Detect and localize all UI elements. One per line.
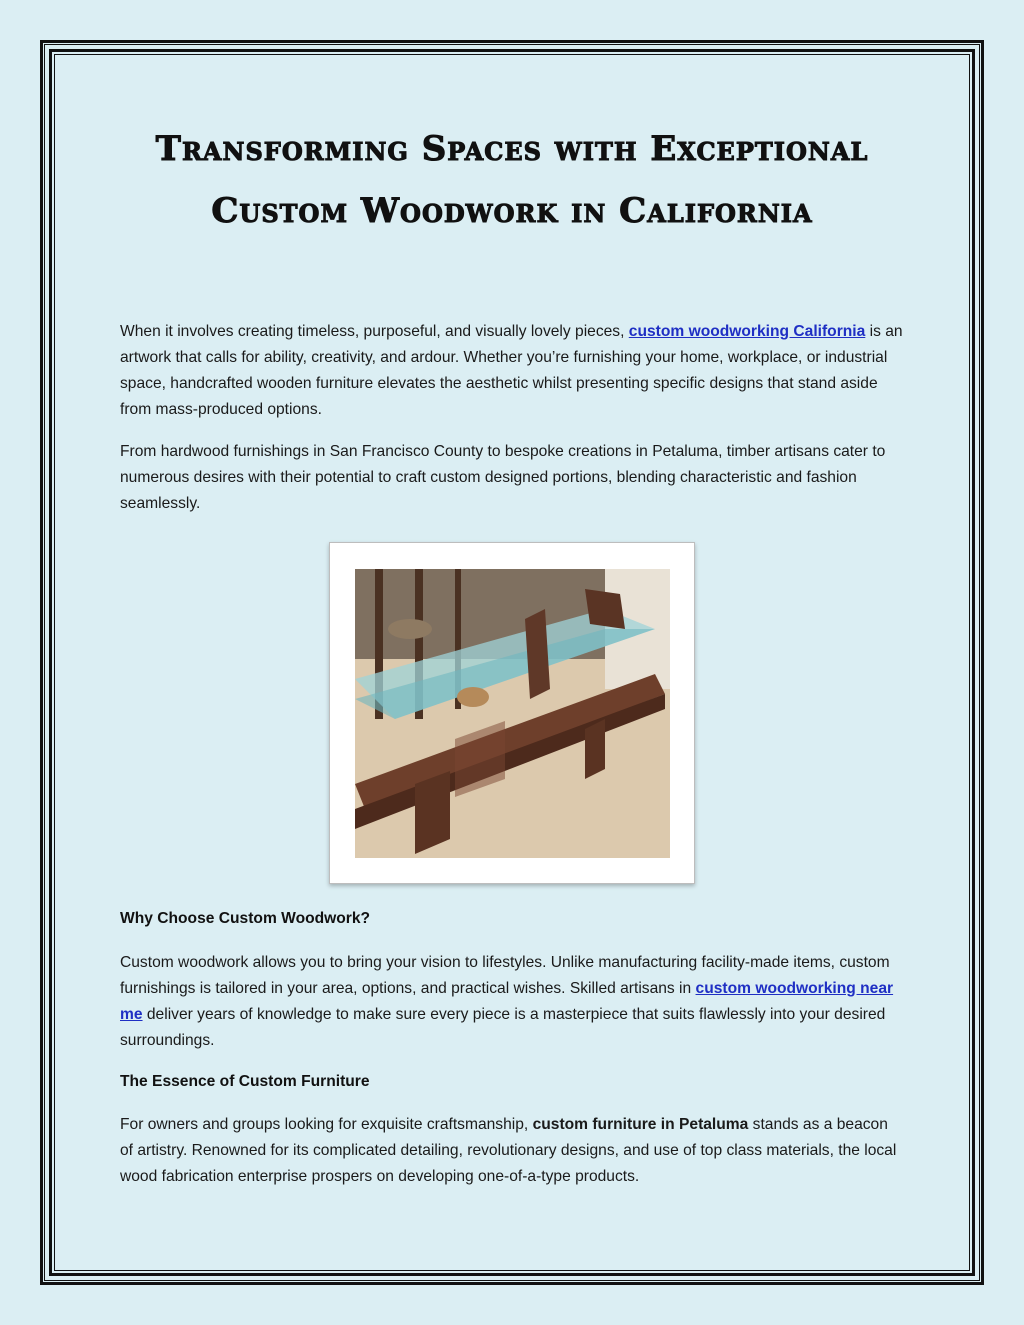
why-choose-paragraph: [120, 950, 904, 1054]
photo-illustration: [355, 569, 670, 858]
second-paragraph: From hardwood furnishings in San Francisco County to bespoke creations in Petaluma, timber artisans cater to numerous desires with their potential to craft custom designed portions, blending characteristic and fashion seamlessly.: [120, 443, 886, 512]
essence-paragraph: [120, 1112, 904, 1190]
why-text-after: deliver years of knowledge to make sure every piece is a masterpiece that suits flawlessly into your desired surroundings.: [120, 1006, 886, 1049]
essence-text-before: For owners and groups looking for exquisite craftsmanship,: [120, 1116, 533, 1133]
intro-paragraph: [120, 319, 904, 423]
custom-woodworking-near-me-link[interactable]: custom woodworking near me: [120, 980, 894, 1023]
intro-text-before: When it involves creating timeless, purposeful, and visually lovely pieces,: [120, 323, 629, 340]
furniture-photo-frame: [329, 542, 695, 884]
essence-text-after: stands as a beacon of artistry. Renowned for its complicated detailing, revolutionary designs, and use of top class materials, the local wood fabrication enterprise prospers on developing one-of-a-type products.: [120, 1116, 897, 1185]
custom-furniture-petaluma-bold: custom furniture in Petaluma: [532, 1116, 749, 1133]
essence-heading: The Essence of Custom Furniture: [120, 1073, 370, 1090]
intro-text-after: is an artwork that calls for ability, creativity, and ardour. Whether you’re furnishing your home, workplace, or industrial space, handcrafted wooden furniture elevates the aesthetic whilst presenting specific designs that stand aside from mass-produced options.: [120, 323, 903, 418]
why-choose-heading: Why Choose Custom Woodwork?: [120, 910, 371, 927]
dining-table-bench-photo: [355, 569, 670, 858]
page-title: Transforming Spaces with Exceptional Custom Woodwork in California: [155, 129, 869, 231]
why-text-before: Custom woodwork allows you to bring your vision to lifestyles. Unlike manufacturing facility-made items, custom furnishings is tailored in your area, options, and practical wishes. Skilled artisans in: [120, 954, 890, 997]
custom-woodworking-california-link[interactable]: custom woodworking California: [628, 323, 866, 340]
